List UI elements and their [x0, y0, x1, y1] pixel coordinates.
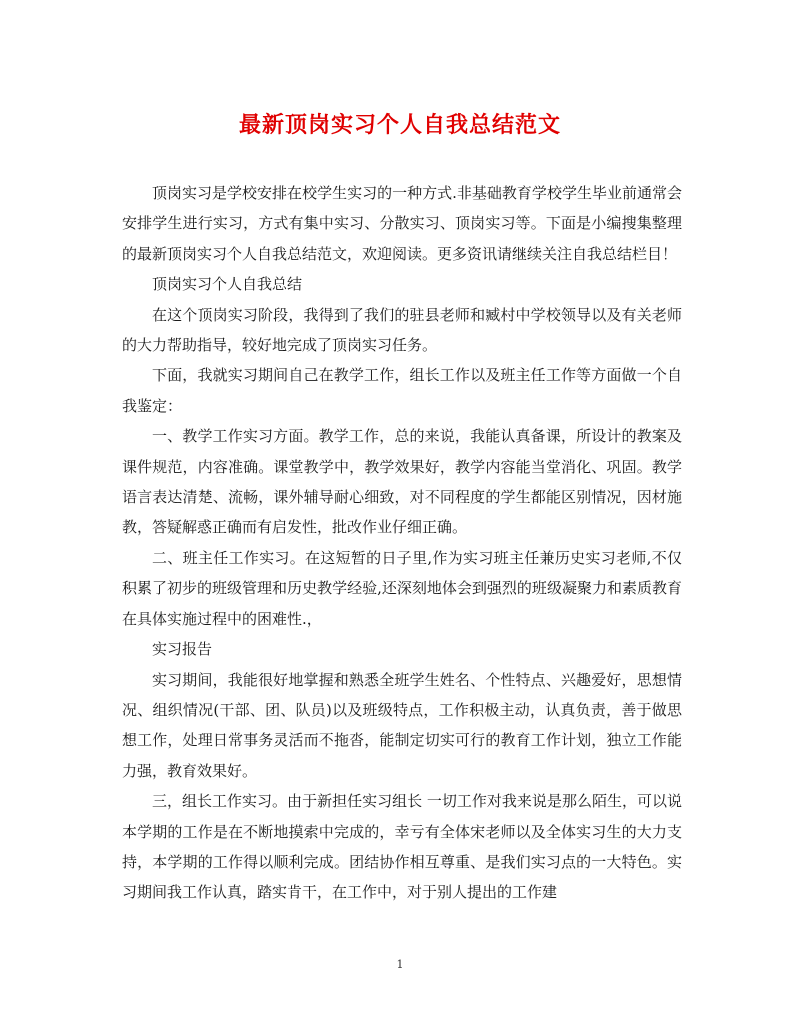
page-number: 1	[396, 958, 404, 971]
document-title: 最新顶岗实习个人自我总结范文	[238, 112, 561, 138]
section-heading: 实习报告	[152, 640, 213, 659]
intro-paragraph: 顶岗实习是学校安排在校学生实习的一种方式.非基础教育学校学生毕业前通常会安排学生进行实习，方式有集中实习、分散实习、顶岗实习等。下面是小编搜集整理的最新顶岗实习个人自我总结范文，欢迎阅读。更多资讯请继续关注自我总结栏目！	[122, 184, 682, 263]
body-paragraph: 二、班主任工作实习。在这短暂的日子里,作为实习班主任兼历史实习老师,不仅积累了初步的班级管理和历史教学经验,还深刻地体会到强烈的班级凝聚力和素质教育在具体实施过程中的困难性.，	[122, 548, 682, 628]
section-heading: 顶岗实习个人自我总结	[152, 275, 303, 294]
body-paragraph: 下面，我就实习期间自己在教学工作，组长工作以及班主任工作等方面做一个自我鉴定：	[122, 366, 682, 415]
body-paragraph: 在这个顶岗实习阶段，我得到了我们的驻县老师和臧村中学校领导以及有关老师的大力帮助指导，较好地完成了顶岗实习任务。	[122, 305, 682, 355]
body-paragraph: 一、教学工作实习方面。教学工作，总的来说，我能认真备课，所设计的教案及课件规范，内容准确。课堂教学中，教学效果好，教学内容能当堂消化、巩固。教学语言表达清楚、流畅，课外辅导耐心细致，对不同程度的学生都能区别情况，因材施教，答疑解惑正确而有启发性，批改作业仔细正确。	[122, 427, 682, 537]
document-body	[122, 178, 682, 908]
body-paragraph: 三，组长工作实习。由于新担任实习组长 一切工作对我来说是那么陌生，可以说本学期的工作是在不断地摸索中完成的，幸亏有全体宋老师以及全体实习生的大力支持，本学期的工作得以顺利完成。团结协作相互尊重、是我们实习点的一大特色。实习期间我工作认真，踏实肯干，在工作中，对于别人提出的工作建	[122, 792, 682, 902]
body-paragraph: 实习期间，我能很好地掌握和熟悉全班学生姓名、个性特点、兴趣爱好，思想情况、组织情况(干部、团、队员)以及班级特点，工作积极主动，认真负责，善于做思想工作，处理日常事务灵活而不拖沓，能制定切实可行的教育工作计划，独立工作能力强，教育效果好。	[122, 670, 682, 780]
